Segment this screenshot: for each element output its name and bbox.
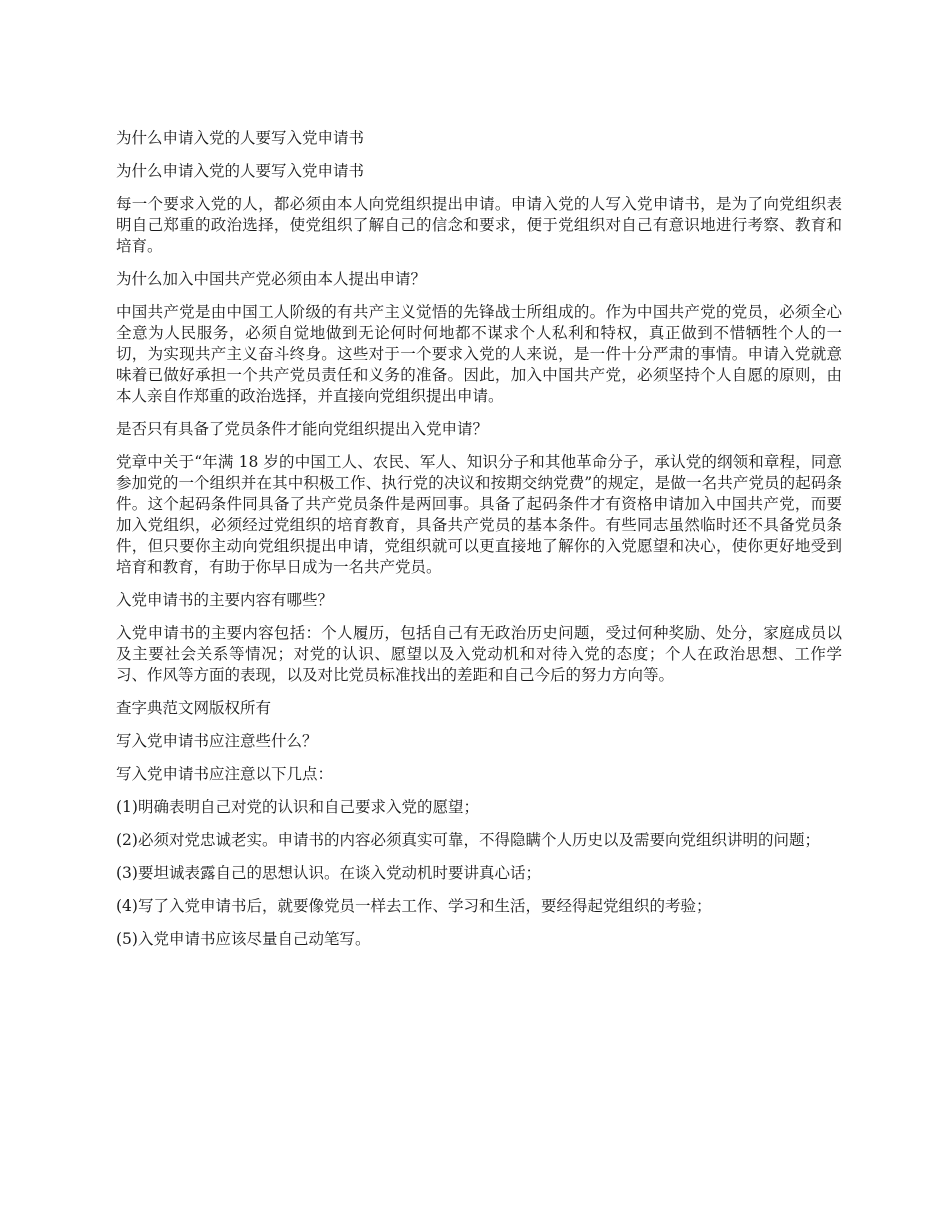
copyright-note: 查字典范文网版权所有 xyxy=(116,699,272,717)
paragraph: 写入党申请书应注意以下几点： xyxy=(116,765,334,783)
document-title: 为什么申请入党的人要写入党申请书 xyxy=(116,129,365,147)
list-item: (2)必须对党忠诚老实。申请书的内容必须真实可靠，不得隐瞒个人历史以及需要向党组织讲明的问题； xyxy=(116,831,820,849)
subtitle: 为什么申请入党的人要写入党申请书 xyxy=(116,162,365,180)
section-heading: 为什么加入中国共产党必须由本人提出申请？ xyxy=(116,270,427,288)
document-body xyxy=(116,128,842,962)
paragraph: 党章中关于“年满 18 岁的中国工人、农民、军人、知识分子和其他革命分子，承认党的纲领和章程，同意参加党的一个组织并在其中积极工作、执行党的决议和按期交纳党费”的规定，是做一名共产党员的起码条件。这个起码条件同具备了共产党员条件是两回事。具备了起码条件才有资格申请加入中国共产党，而要加入党组织，必须经过党组织的培育教育，具备共产党员的基本条件。有些同志虽然临时还不具备党员条件，但只要你主动向党组织提出申请，党组织就可以更直接地了解你的入党愿望和决心，使你更好地受到培育和教育，有助于你早日成为一名共产党员。 xyxy=(116,453,842,576)
list-item: (5)入党申请书应该尽量自己动笔写。 xyxy=(116,930,371,948)
section-heading: 是否只有具备了党员条件才能向党组织提出入党申请？ xyxy=(116,420,489,438)
paragraph: 每一个要求入党的人，都必须由本人向党组织提出申请。申请入党的人写入党申请书，是为了向党组织表明自己郑重的政治选择，使党组织了解自己的信念和要求，便于党组织对自己有意识地进行考察、教育和培育。 xyxy=(116,195,842,255)
list-item: (1)明确表明自己对党的认识和自己要求入党的愿望； xyxy=(116,798,479,816)
section-heading: 入党申请书的主要内容有哪些？ xyxy=(116,591,334,609)
section-heading: 写入党申请书应注意些什么？ xyxy=(116,732,318,750)
list-item: (3)要坦诚表露自己的思想认识。在谈入党动机时要讲真心话； xyxy=(116,864,541,882)
paragraph: 入党申请书的主要内容包括：个人履历，包括自己有无政治历史问题，受过何种奖励、处分，家庭成员以及主要社会关系等情况；对党的认识、愿望以及入党动机和对待入党的态度；个人在政治思想、工作学习、作风等方面的表现，以及对比党员标准找出的差距和自己今后的努力方向等。 xyxy=(116,624,842,684)
list-item: (4)写了入党申请书后，就要像党员一样去工作、学习和生活，要经得起党组织的考验； xyxy=(116,897,712,915)
paragraph: 中国共产党是由中国工人阶级的有共产主义觉悟的先锋战士所组成的。作为中国共产党的党员，必须全心全意为人民服务，必须自觉地做到无论何时何地都不谋求个人私利和特权，真正做到不惜牺牲个人的一切，为实现共产主义奋斗终身。这些对于一个要求入党的人来说，是一件十分严肃的事情。申请入党就意味着已做好承担一个共产党员责任和义务的准备。因此，加入中国共产党，必须坚持个人自愿的原则，由本人亲自作郑重的政治选择，并直接向党组织提出申请。 xyxy=(116,303,842,405)
